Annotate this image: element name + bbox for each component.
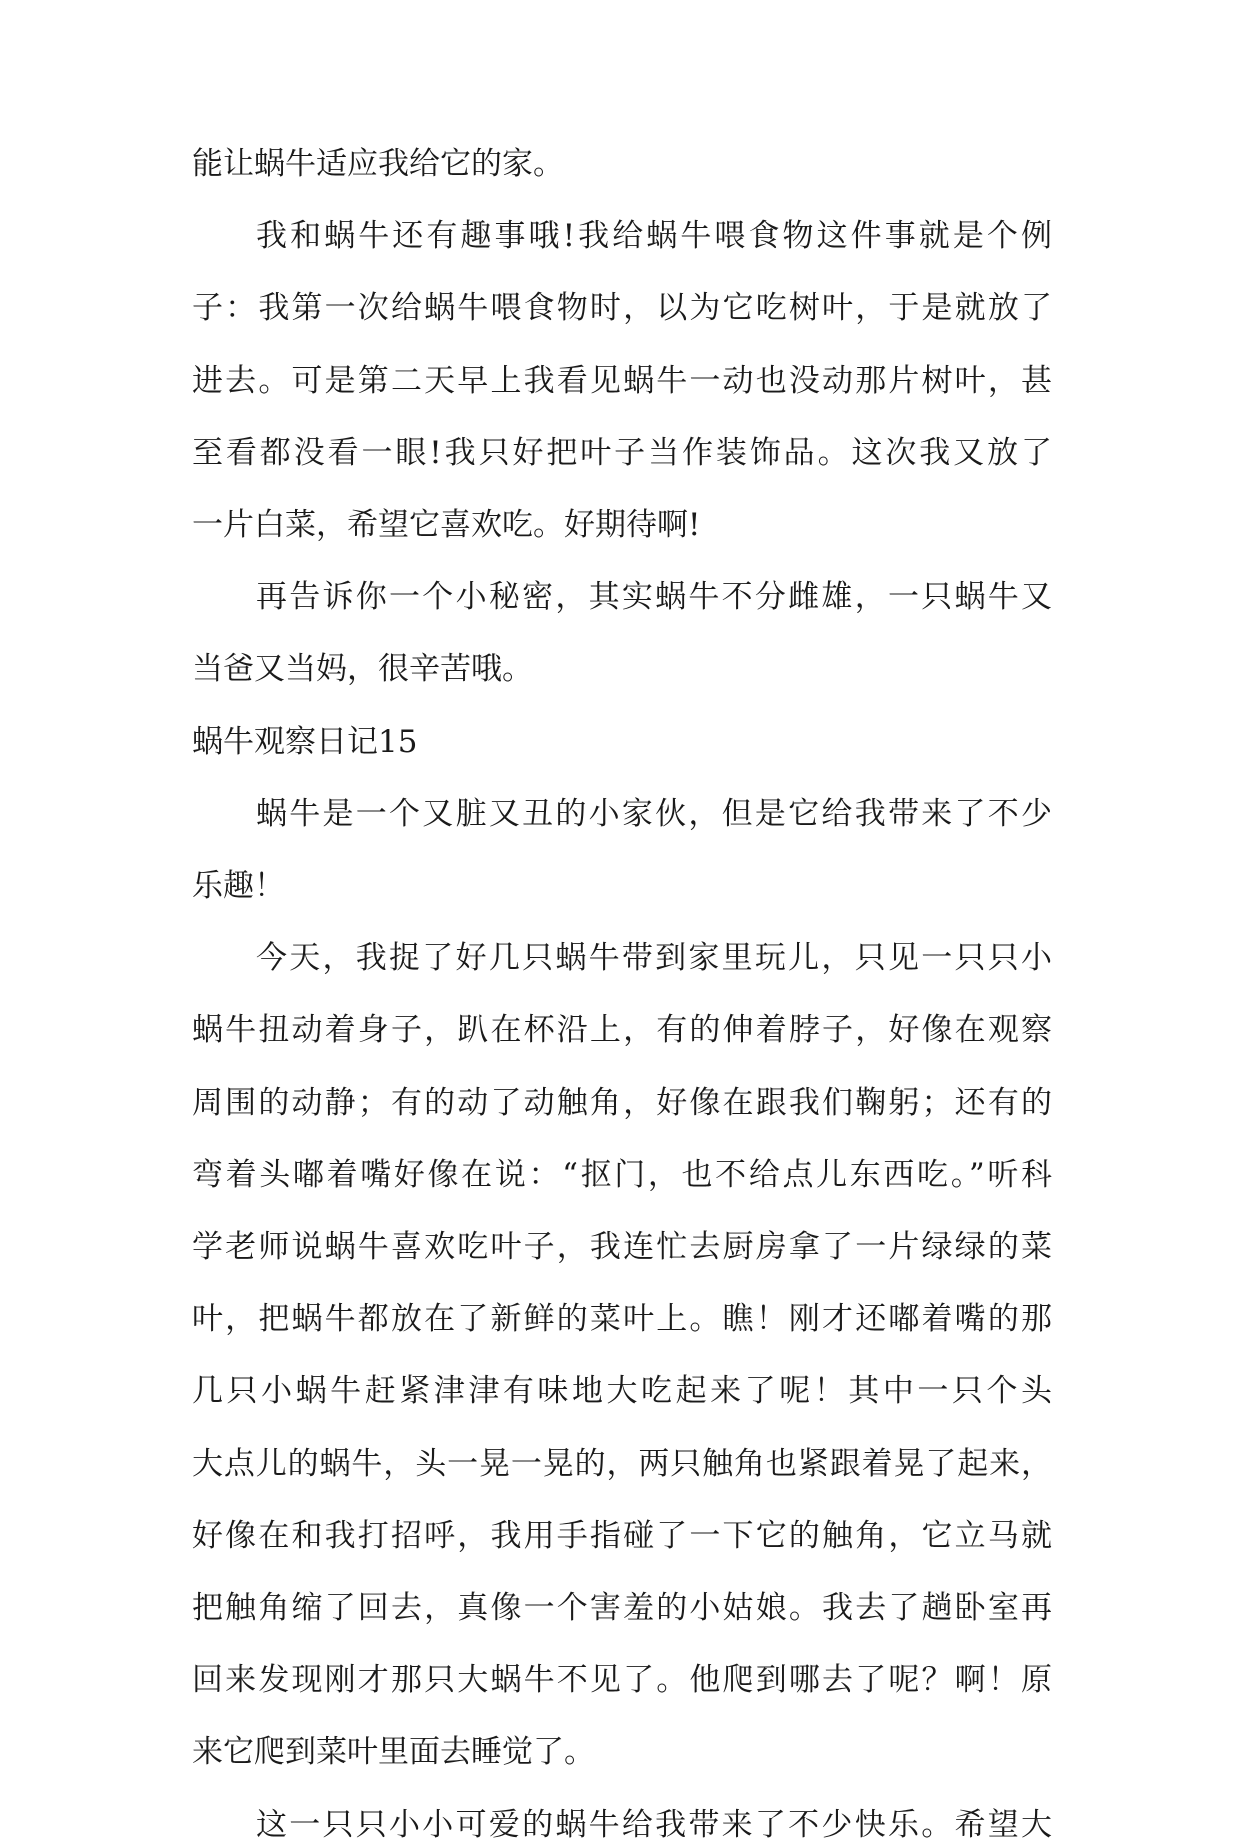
text-line: 再告诉你一个小秘密，其实蜗牛不分雌雄，一只蜗牛又	[256, 579, 1052, 615]
text-line: 蜗牛观察日记15	[192, 724, 418, 760]
text-line: 几只小蜗牛赶紧津津有味地大吃起来了呢！其中一只个头	[192, 1373, 1052, 1409]
text-line: 来它爬到菜叶里面去睡觉了。	[192, 1734, 595, 1770]
text-line: 一片白菜，希望它喜欢吃。好期待啊!	[192, 507, 701, 543]
text-line: 至看都没看一眼!我只好把叶子当作装饰品。这次我又放了	[192, 435, 1052, 471]
text-line: 进去。可是第二天早上我看见蜗牛一动也没动那片树叶，甚	[192, 363, 1052, 399]
text-line: 今天，我捉了好几只蜗牛带到家里玩儿，只见一只只小	[256, 940, 1052, 976]
text-line: 学老师说蜗牛喜欢吃叶子，我连忙去厨房拿了一片绿绿的菜	[192, 1229, 1052, 1265]
text-line: 蜗牛是一个又脏又丑的小家伙，但是它给我带来了不少	[256, 796, 1052, 832]
text-line: 子：我第一次给蜗牛喂食物时，以为它吃树叶，于是就放了	[192, 290, 1052, 326]
text-line: 蜗牛扭动着身子，趴在杯沿上，有的伸着脖子，好像在观察	[192, 1012, 1052, 1048]
text-line: 周围的动静；有的动了动触角，好像在跟我们鞠躬；还有的	[192, 1085, 1052, 1121]
text-line: 这一只只小小可爱的蜗牛给我带来了不少快乐。希望大	[256, 1807, 1052, 1843]
text-line: 我和蜗牛还有趣事哦!我给蜗牛喂食物这件事就是个例	[256, 218, 1052, 254]
text-line: 当爸又当妈，很辛苦哦。	[192, 651, 533, 687]
text-line: 能让蜗牛适应我给它的家。	[192, 146, 564, 182]
text-line: 回来发现刚才那只大蜗牛不见了。他爬到哪去了呢？啊！原	[192, 1662, 1052, 1698]
text-line: 乐趣！	[192, 868, 285, 904]
text-line: 弯着头嘟着嘴好像在说：“抠门，也不给点儿东西吃。”听科	[192, 1157, 1052, 1193]
text-line: 好像在和我打招呼，我用手指碰了一下它的触角，它立马就	[192, 1518, 1052, 1554]
text-line: 叶，把蜗牛都放在了新鲜的菜叶上。瞧！刚才还嘟着嘴的那	[192, 1301, 1052, 1337]
text-line: 大点儿的蜗牛，头一晃一晃的，两只触角也紧跟着晃了起来，	[192, 1446, 1052, 1482]
text-line: 把触角缩了回去，真像一个害羞的小姑娘。我去了趟卧室再	[192, 1590, 1052, 1626]
